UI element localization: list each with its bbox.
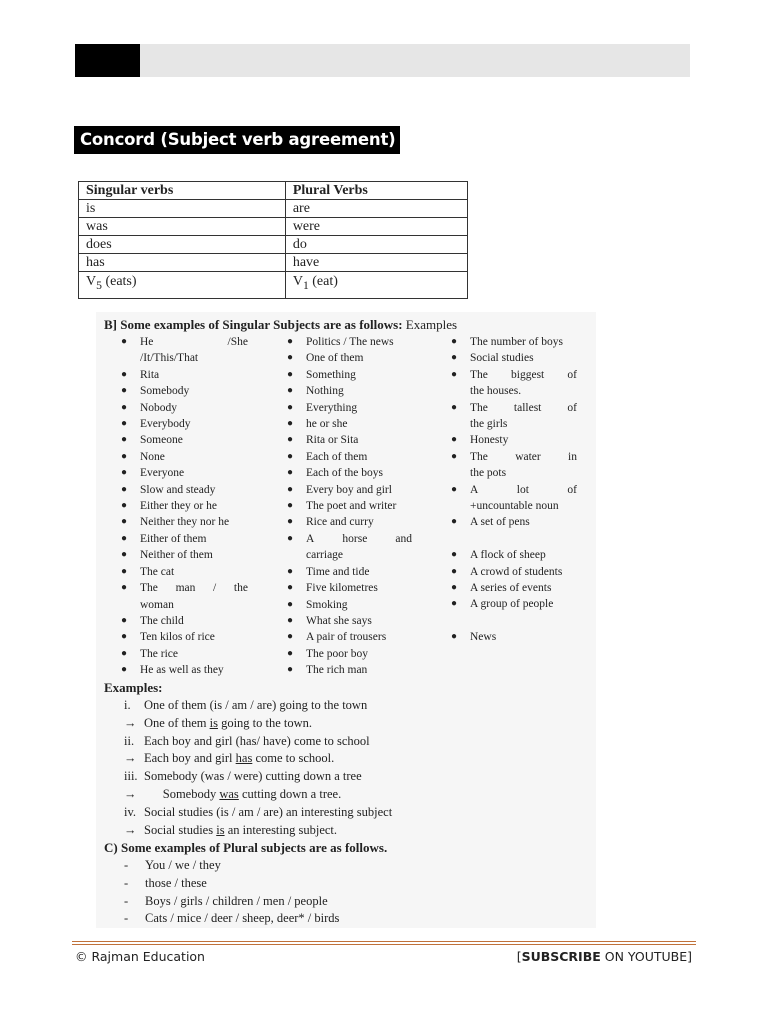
verb-table-cell: has (79, 254, 286, 272)
list-item (118, 629, 248, 645)
list-item (284, 613, 412, 629)
verb-table-row (79, 200, 468, 218)
bullet-icon: ● (451, 401, 458, 413)
list-item (118, 662, 248, 678)
plural-item: - Boys / girls / children / men / people (124, 893, 339, 911)
list-item (118, 449, 248, 465)
list-item-text: Every boy and girl (306, 483, 392, 496)
list-item (448, 596, 577, 612)
bullet-icon: ● (121, 664, 128, 676)
bullet-icon: ● (121, 401, 128, 413)
dash-marker: - (124, 893, 129, 908)
list-item (284, 449, 412, 465)
arrow-icon: → (124, 822, 137, 837)
singular-list-col2 (284, 334, 412, 679)
bullet-icon: ● (287, 631, 294, 643)
list-item-text: A set of pens (470, 516, 530, 529)
bullet-icon: ● (121, 467, 128, 479)
list-item-text: Either they or he (140, 500, 217, 513)
bullet-icon: ● (121, 483, 128, 495)
list-item (284, 662, 412, 678)
bullet-icon: ● (121, 450, 128, 462)
list-item-text: Each of the boys (306, 467, 383, 480)
list-item (448, 432, 577, 448)
bullet-icon: ● (121, 500, 128, 512)
verb-table-header: Plural Verbs (285, 182, 467, 200)
example-number: i. (124, 698, 131, 712)
bullet-icon: ● (287, 516, 294, 528)
underlined-verb: is (209, 715, 218, 730)
singular-list-col3 (448, 334, 577, 646)
bullet-icon: ● (451, 434, 458, 446)
list-item-text: Something (306, 368, 356, 381)
list-item-text: The biggest of the houses. (470, 368, 577, 398)
verb-table-cell: is (79, 200, 286, 218)
list-item-text: Everything (306, 401, 358, 414)
example-line: → Each boy and girl has come to school. (124, 750, 392, 768)
list-item-text: Somebody (140, 385, 190, 398)
bullet-icon: ● (121, 631, 128, 643)
list-item-text: The tallest of the girls (470, 401, 577, 431)
list-item (448, 367, 577, 400)
list-item-text: Everybody (140, 418, 191, 431)
list-item-text: A horse and carriage (306, 532, 412, 562)
verb-table-header: Singular verbs (79, 182, 286, 200)
list-item-text: He /She /It/This/That (140, 336, 248, 365)
example-number: iv. (124, 804, 137, 819)
list-item (284, 498, 412, 514)
bullet-icon: ● (451, 516, 458, 528)
list-item (118, 482, 248, 498)
list-item-text: The water in the pots (470, 450, 577, 480)
list-item-text: The man / the woman (140, 582, 248, 611)
example-line: iii. Somebody (was / were) cutting down a tree (124, 768, 392, 786)
list-item (284, 465, 412, 481)
list-item (118, 416, 248, 432)
bullet-icon: ● (121, 532, 128, 544)
list-item (118, 498, 248, 514)
list-item (448, 629, 577, 645)
list-item (448, 547, 577, 563)
list-item (118, 613, 248, 629)
bullet-icon: ● (287, 483, 294, 495)
section-b-heading (104, 317, 457, 333)
list-item (118, 564, 248, 580)
list-item-text: Rita (140, 368, 160, 381)
list-item (448, 482, 577, 515)
plural-list (124, 857, 339, 928)
plural-item: - those / these (124, 875, 339, 893)
list-item-text: Rita or Sita (306, 434, 359, 447)
bullet-icon: ● (287, 352, 294, 364)
list-item-text: Nothing (306, 385, 344, 398)
list-item-text: he or she (306, 418, 348, 431)
list-item-text: A lot of +uncountable noun (470, 483, 577, 513)
list-item-text: Time and tide (306, 565, 370, 578)
header-bar (75, 44, 690, 77)
example-line: → One of them is going to the town. (124, 715, 392, 733)
bullet-icon: ● (121, 368, 128, 380)
list-item-text: One of them (306, 352, 364, 365)
list-item-text: A series of events (470, 582, 552, 595)
list-item-text: He as well as they (140, 664, 224, 677)
verb-table-cell: are (285, 200, 467, 218)
example-line: i. One of them (is / am / are) going to the town (124, 697, 392, 715)
example-line: iv. Social studies (is / am / are) an interesting subject (124, 804, 392, 822)
list-item (118, 383, 248, 399)
verb-table-row (79, 218, 468, 236)
list-item-text: The rice (140, 647, 178, 660)
examples-list (124, 697, 392, 839)
verb-form-subscript: 5 (96, 278, 102, 292)
list-item (284, 416, 412, 432)
bullet-icon: ● (121, 336, 128, 347)
list-item-text: Everyone (140, 467, 185, 480)
list-item-text: The rich man (306, 664, 368, 677)
singular-list-col1 (118, 334, 248, 679)
bullet-icon: ● (287, 582, 294, 594)
bullet-icon: ● (451, 598, 458, 610)
bullet-icon: ● (121, 582, 128, 594)
bullet-icon: ● (121, 647, 128, 659)
list-item-text: Each of them (306, 450, 368, 463)
list-item (284, 383, 412, 399)
verb-table-cell: do (285, 236, 467, 254)
verb-table-cell: have (285, 254, 467, 272)
bullet-icon: ● (287, 647, 294, 659)
verb-table-cell: was (79, 218, 286, 236)
verb-table-row (79, 236, 468, 254)
list-item (284, 580, 412, 596)
bullet-icon: ● (121, 418, 128, 430)
bullet-icon: ● (287, 368, 294, 380)
bullet-icon: ● (287, 450, 294, 462)
list-item-text: Neither they nor he (140, 516, 230, 529)
example-line: ii. Each boy and girl (has/ have) come to school (124, 733, 392, 751)
list-item (284, 629, 412, 645)
list-item-text: The child (140, 614, 184, 627)
list-item (284, 564, 412, 580)
verb-table-cell: $V_5$ (eats) (79, 272, 286, 299)
bullet-icon: ● (287, 467, 294, 479)
list-item-text: The cat (140, 565, 175, 578)
list-item (284, 432, 412, 448)
footer-rule-top (72, 941, 696, 942)
list-item (448, 580, 577, 596)
bullet-icon: ● (451, 582, 458, 594)
list-item (448, 400, 577, 433)
list-item (284, 400, 412, 416)
example-line: → Social studies is an interesting subject. (124, 822, 392, 840)
list-item-text: A pair of trousers (306, 631, 387, 644)
subscribe-text: SUBSCRIBE (521, 949, 601, 964)
section-c-heading: C) Some examples of Plural subjects are as follows. (104, 840, 388, 855)
header-black-block (75, 44, 140, 77)
plural-item: - You / we / they (124, 857, 339, 875)
bullet-icon: ● (121, 516, 128, 528)
list-item-text: Five kilometres (306, 582, 378, 595)
list-item (448, 350, 577, 366)
list-item-text: The poor boy (306, 647, 368, 660)
arrow-icon: → (124, 715, 137, 730)
verb-table-cell: $V_1$ (eat) (285, 272, 467, 299)
list-item-text: News (470, 631, 497, 644)
list-item-text: Social studies (470, 352, 534, 365)
list-item-text: A crowd of students (470, 565, 563, 578)
list-item (448, 514, 577, 530)
list-item-text: The number of boys (470, 336, 563, 348)
verb-form-subscript: 1 (302, 278, 309, 292)
verb-table (78, 181, 468, 299)
bullet-icon: ● (287, 418, 294, 430)
verb-table-cell: were (285, 218, 467, 236)
bullet-icon: ● (287, 614, 294, 626)
list-item-text: Either of them (140, 532, 207, 545)
underlined-verb: has (235, 751, 253, 766)
bullet-icon: ● (121, 549, 128, 561)
bullet-icon: ● (121, 385, 128, 397)
list-item (118, 547, 248, 563)
list-item (284, 597, 412, 613)
list-item (284, 482, 412, 498)
list-item (448, 334, 577, 350)
underlined-verb: is (216, 822, 225, 837)
list-item (284, 367, 412, 383)
verb-table-cell: does (79, 236, 286, 254)
verb-table-header-row (79, 182, 468, 200)
list-item (118, 400, 248, 416)
underlined-verb: was (219, 786, 239, 801)
bullet-icon: ● (451, 483, 458, 495)
bullet-icon: ● (121, 614, 128, 626)
page-title: Concord (Subject verb agreement) (74, 126, 400, 154)
list-item-text: None (140, 450, 165, 463)
bullet-icon: ● (121, 434, 128, 446)
list-item (448, 564, 577, 580)
list-item (284, 646, 412, 662)
list-item-text: Ten kilos of rice (140, 631, 215, 644)
list-item-text: Smoking (306, 598, 348, 611)
list-item-text: Politics / The news (306, 336, 394, 348)
list-item (118, 580, 248, 613)
bullet-icon: ● (451, 549, 458, 561)
bullet-icon: ● (287, 385, 294, 397)
list-item-text: Nobody (140, 401, 178, 414)
list-item-text: A group of people (470, 598, 554, 611)
arrow-icon: → (124, 751, 137, 766)
arrow-icon: → (124, 786, 137, 801)
list-item (284, 350, 412, 366)
plural-item: - Cats / mice / deer / sheep, deer* / birds (124, 910, 339, 928)
list-item (118, 432, 248, 448)
list-item-text: Slow and steady (140, 483, 216, 496)
dash-marker: - (124, 875, 129, 890)
list-item-text: Rice and curry (306, 516, 374, 529)
bullet-icon: ● (287, 598, 294, 610)
list-item (118, 514, 248, 530)
list-item (284, 334, 412, 350)
bullet-icon: ● (451, 336, 458, 347)
list-item (284, 531, 412, 564)
list-item-text: The poet and writer (306, 500, 397, 513)
list-item (118, 465, 248, 481)
section-b-heading-bold: B] Some examples of Singular Subjects are as follows: (104, 317, 403, 332)
bullet-icon: ● (287, 434, 294, 446)
list-item (448, 449, 577, 482)
bullet-icon: ● (121, 565, 128, 577)
dash-marker: - (124, 911, 129, 926)
bullet-icon: ● (451, 631, 458, 643)
verb-table-row (79, 272, 468, 299)
example-number: ii. (124, 733, 135, 748)
list-item (118, 367, 248, 383)
bullet-icon: ● (287, 336, 294, 347)
bullet-icon: ● (287, 664, 294, 676)
footer-rule-bottom (72, 944, 696, 945)
list-item (118, 531, 248, 547)
list-item (118, 646, 248, 662)
footer-copyright: © Rajman Education (75, 949, 205, 964)
list-item (118, 334, 248, 367)
example-line: → Somebody was cutting down a tree. (124, 786, 392, 804)
bullet-icon: ● (287, 401, 294, 413)
bullet-icon: ● (451, 450, 458, 462)
dash-marker: - (124, 858, 129, 872)
bullet-icon: ● (287, 532, 294, 544)
list-item-text: Someone (140, 434, 183, 447)
list-item-text: What she says (306, 614, 372, 627)
list-item (284, 514, 412, 530)
verb-table-row (79, 254, 468, 272)
list-item-text: Neither of them (140, 549, 213, 562)
bullet-icon: ● (287, 565, 294, 577)
example-number: iii. (124, 769, 138, 784)
bullet-icon: ● (451, 565, 458, 577)
footer-subscribe: [SUBSCRIBE ON YOUTUBE] (516, 949, 692, 964)
list-item-text: Honesty (470, 434, 509, 447)
section-b-heading-rest: Examples (402, 317, 458, 332)
bullet-icon: ● (451, 352, 458, 364)
bullet-icon: ● (287, 500, 294, 512)
bullet-icon: ● (451, 368, 458, 380)
examples-heading: Examples: (104, 680, 163, 695)
list-item-text: A flock of sheep (470, 549, 546, 562)
